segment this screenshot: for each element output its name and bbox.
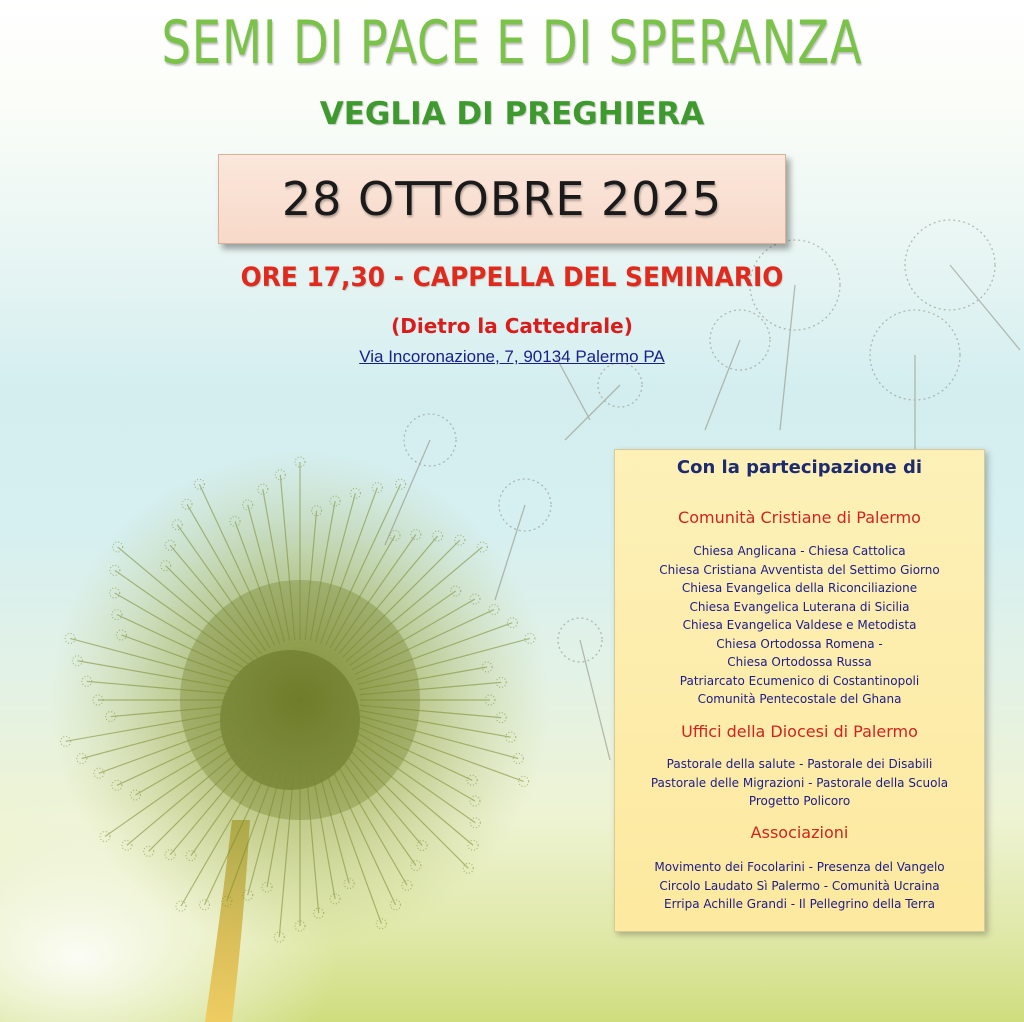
diocese-list — [615, 755, 984, 811]
list-item: Chiesa Anglicana - Chiesa Cattolica — [693, 544, 906, 558]
list-item: Chiesa Cristiana Avventista del Settimo Giorno — [659, 562, 940, 577]
associations-list — [615, 858, 984, 914]
list-item: Chiesa Evangelica Valdese e Metodista — [682, 618, 917, 632]
list-item: Circolo Laudato Sì Palermo - Comunità Ucraina — [659, 878, 940, 893]
address-link[interactable]: Via Incoronazione, 7, 90134 Palermo PA — [359, 347, 665, 366]
list-item: Pastorale della salute - Pastorale dei Disabili — [666, 757, 933, 771]
section-title-communities: Comunità Cristiane di Palermo — [678, 508, 921, 527]
section-title-associations: Associazioni — [750, 823, 849, 842]
list-item: Chiesa Ortodossa Russa — [727, 655, 872, 669]
list-item: Patriarcato Ecumenico di Costantinopoli — [679, 673, 920, 688]
communities-list — [615, 542, 984, 709]
list-item: Chiesa Evangelica Luterana di Sicilia — [689, 599, 910, 614]
event-subtitle: VEGLIA DI PREGHIERA — [319, 96, 705, 132]
section-title-diocese: Uffici della Diocesi di Palermo — [681, 722, 918, 741]
list-item: Chiesa Evangelica della Riconciliazione — [681, 581, 918, 595]
panel-heading: Con la partecipazione di — [676, 457, 923, 478]
participants-panel — [614, 449, 985, 932]
list-item: Chiesa Ortodossa Romena - — [716, 636, 883, 651]
event-date: 28 OTTOBRE 2025 — [281, 172, 723, 226]
list-item: Erripa Achille Grandi - Il Pellegrino della Terra — [664, 897, 935, 911]
list-item: Comunità Pentecostale del Ghana — [697, 692, 902, 706]
poster-title: SEMI DI PACE E DI SPERANZA — [161, 8, 863, 78]
location-note: (Dietro la Cattedrale) — [391, 314, 633, 338]
list-item: Pastorale delle Migrazioni - Pastorale della Scuola — [650, 775, 949, 790]
date-box — [218, 154, 786, 244]
list-item: Movimento dei Focolarini - Presenza del Vangelo — [654, 860, 945, 874]
time-place: ORE 17,30 - CAPPELLA DEL SEMINARIO — [240, 262, 784, 293]
list-item: Progetto Policoro — [748, 794, 851, 808]
